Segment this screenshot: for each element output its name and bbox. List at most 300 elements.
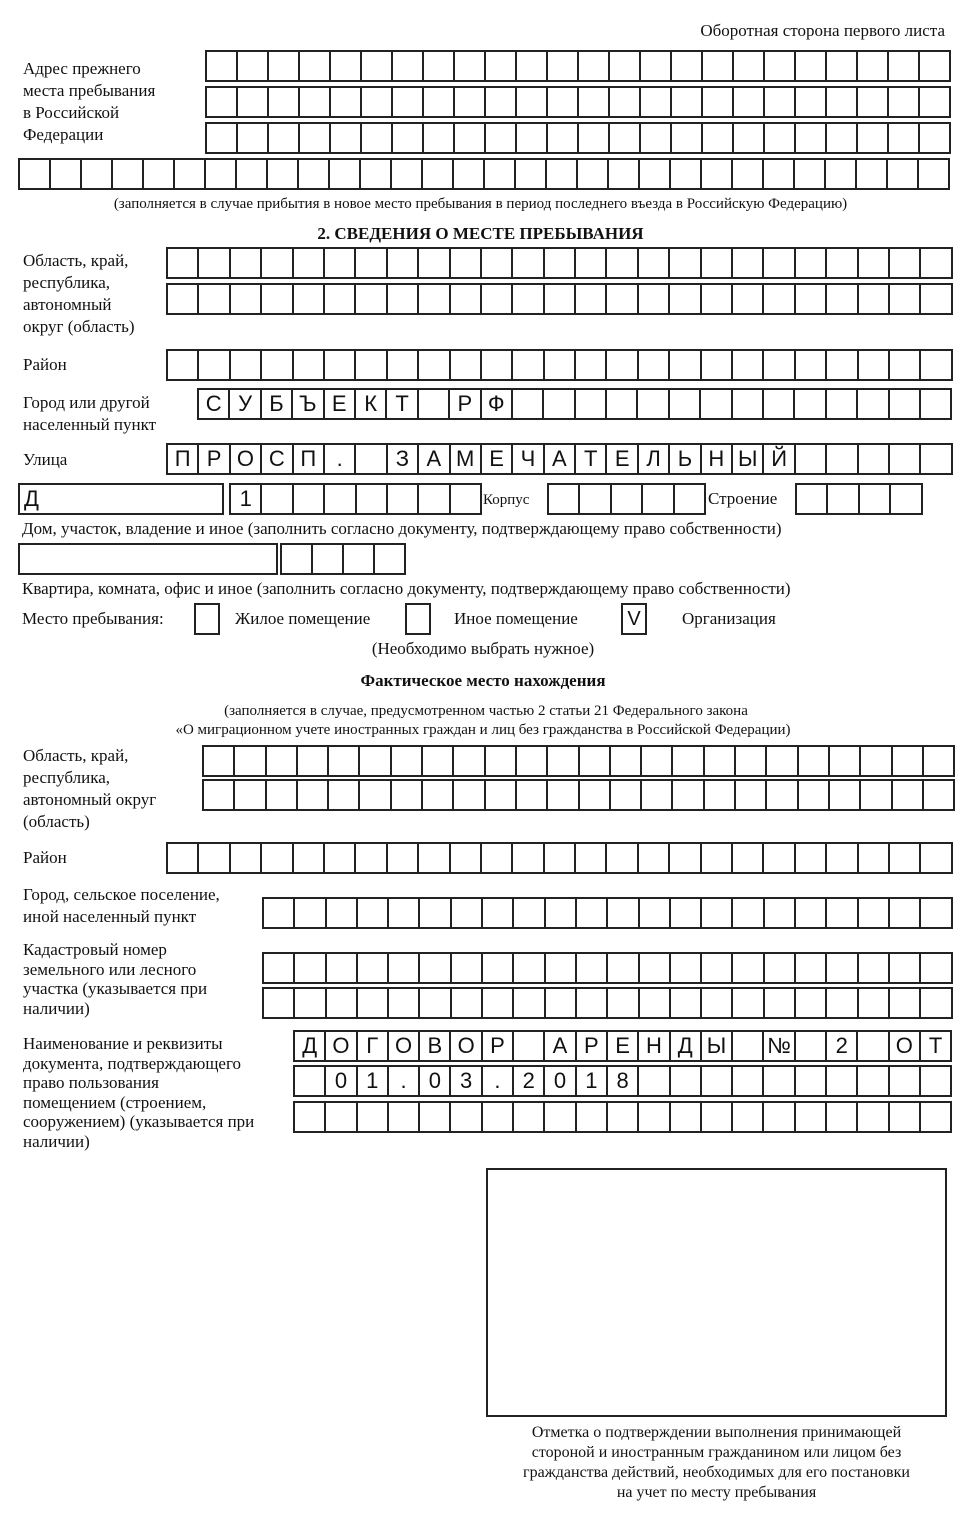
char-cell[interactable] [354,283,387,315]
char-cell[interactable] [731,349,764,381]
char-cell[interactable] [857,283,890,315]
char-cell[interactable] [825,247,858,279]
char-cell[interactable] [417,283,450,315]
char-cell[interactable] [734,745,767,777]
char-cell[interactable] [825,443,858,475]
char-cell[interactable] [669,897,702,929]
char-cell[interactable] [323,247,356,279]
char-cell[interactable] [888,842,921,874]
char-cell[interactable] [481,987,514,1019]
char-cell[interactable] [856,1065,889,1097]
char-cell[interactable] [765,745,798,777]
char-cell[interactable]: Д [669,1030,702,1062]
char-cell[interactable] [888,247,921,279]
char-cell[interactable] [453,86,486,118]
char-cell[interactable] [421,745,454,777]
char-cell[interactable] [265,779,298,811]
char-cell[interactable] [700,349,733,381]
district-row[interactable] [166,349,953,381]
char-cell[interactable] [610,483,643,515]
char-cell[interactable] [574,247,607,279]
char-cell[interactable] [668,388,701,420]
char-cell[interactable] [484,745,517,777]
char-cell[interactable] [794,842,827,874]
char-cell[interactable] [328,158,361,190]
char-cell[interactable] [639,122,672,154]
char-cell[interactable] [262,987,295,1019]
char-cell[interactable] [512,987,545,1019]
char-cell[interactable] [323,483,356,515]
char-cell[interactable] [233,745,266,777]
char-cell[interactable] [387,897,420,929]
char-cell[interactable] [794,122,827,154]
char-cell[interactable] [280,543,313,575]
char-cell[interactable] [293,952,326,984]
char-cell[interactable] [450,952,483,984]
char-cell[interactable] [293,897,326,929]
char-cell[interactable] [609,779,642,811]
char-cell[interactable] [417,388,450,420]
char-cell[interactable] [229,247,262,279]
char-cell[interactable] [825,86,858,118]
char-cell[interactable] [387,1101,420,1133]
char-cell[interactable] [857,897,890,929]
char-cell[interactable] [888,987,921,1019]
char-cell[interactable] [731,897,764,929]
char-cell[interactable] [329,50,362,82]
char-cell[interactable] [699,388,732,420]
char-cell[interactable] [480,349,513,381]
char-cell[interactable] [512,897,545,929]
char-cell[interactable] [236,122,269,154]
char-cell[interactable] [825,1065,858,1097]
char-cell[interactable] [606,897,639,929]
char-cell[interactable] [605,283,638,315]
char-cell[interactable] [356,897,389,929]
char-cell[interactable] [229,283,262,315]
char-cell[interactable] [669,987,702,1019]
char-cell[interactable] [828,745,861,777]
char-cell[interactable] [386,283,419,315]
char-cell[interactable]: Н [700,443,733,475]
char-cell[interactable]: В [418,1030,451,1062]
char-cell[interactable] [606,952,639,984]
char-cell[interactable] [577,50,610,82]
char-cell[interactable]: Р [575,1030,608,1062]
char-cell[interactable] [891,745,924,777]
char-cell[interactable] [668,283,701,315]
char-cell[interactable] [480,842,513,874]
char-cell[interactable] [578,745,611,777]
char-cell[interactable] [762,1065,795,1097]
char-cell[interactable] [205,50,238,82]
char-cell[interactable] [919,952,952,984]
char-cell[interactable] [605,349,638,381]
char-cell[interactable] [701,50,734,82]
char-cell[interactable] [607,158,640,190]
char-cell[interactable] [543,247,576,279]
char-cell[interactable] [546,745,579,777]
char-cell[interactable] [762,388,795,420]
char-cell[interactable]: Й [762,443,795,475]
char-cell[interactable] [546,86,579,118]
char-cell[interactable] [542,388,575,420]
city-row[interactable] [197,388,952,420]
char-cell[interactable] [762,349,795,381]
char-cell[interactable] [700,842,733,874]
char-cell[interactable] [794,1101,827,1133]
char-cell[interactable]: К [354,388,387,420]
char-cell[interactable]: Е [480,443,513,475]
char-cell[interactable] [511,388,544,420]
char-cell[interactable] [856,1101,889,1133]
char-cell[interactable] [700,247,733,279]
char-cell[interactable] [922,779,955,811]
char-cell[interactable] [484,50,517,82]
apartment-type-field[interactable] [18,543,278,575]
char-cell[interactable]: 1 [356,1065,389,1097]
char-cell[interactable]: П [166,443,199,475]
char-cell[interactable] [391,122,424,154]
char-cell[interactable] [919,1065,952,1097]
char-cell[interactable]: Ы [700,1030,733,1062]
char-cell[interactable] [422,50,455,82]
char-cell[interactable] [354,349,387,381]
char-cell[interactable] [888,1065,921,1097]
char-cell[interactable] [828,779,861,811]
char-cell[interactable] [668,842,701,874]
char-cell[interactable] [484,122,517,154]
char-cell[interactable] [826,483,859,515]
char-cell[interactable] [544,987,577,1019]
char-cell[interactable] [825,897,858,929]
street-row[interactable] [166,443,953,475]
char-cell[interactable]: О [387,1030,420,1062]
char-cell[interactable] [731,842,764,874]
char-cell[interactable]: . [387,1065,420,1097]
char-cell[interactable] [919,842,952,874]
char-cell[interactable]: О [449,1030,482,1062]
char-cell[interactable] [797,779,830,811]
char-cell[interactable]: Д [293,1030,326,1062]
char-cell[interactable] [511,247,544,279]
char-cell[interactable]: О [324,1030,357,1062]
char-cell[interactable] [606,987,639,1019]
char-cell[interactable]: С [260,443,293,475]
char-cell[interactable]: Е [605,443,638,475]
char-cell[interactable] [731,952,764,984]
char-cell[interactable] [391,86,424,118]
char-cell[interactable] [919,987,952,1019]
char-cell[interactable] [260,283,293,315]
char-cell[interactable] [292,283,325,315]
char-cell[interactable] [311,543,344,575]
char-cell[interactable]: П [292,443,325,475]
char-cell[interactable] [173,158,206,190]
char-cell[interactable] [637,1101,670,1133]
char-cell[interactable] [296,745,329,777]
char-cell[interactable]: Т [919,1030,952,1062]
char-cell[interactable] [391,50,424,82]
char-cell[interactable] [481,1101,514,1133]
char-cell[interactable] [418,1101,451,1133]
char-cell[interactable] [267,86,300,118]
char-cell[interactable] [387,952,420,984]
char-cell[interactable] [857,443,890,475]
char-cell[interactable] [669,158,702,190]
char-cell[interactable] [298,50,331,82]
char-cell[interactable] [452,745,485,777]
document-row-1[interactable] [293,1030,952,1062]
char-cell[interactable] [669,1065,702,1097]
char-cell[interactable] [484,779,517,811]
char-cell[interactable] [202,745,235,777]
char-cell[interactable] [297,158,330,190]
char-cell[interactable]: С [197,388,230,420]
char-cell[interactable] [918,122,951,154]
char-cell[interactable]: 8 [606,1065,639,1097]
char-cell[interactable] [701,122,734,154]
char-cell[interactable] [453,122,486,154]
cadastral-row-2[interactable] [262,987,953,1019]
char-cell[interactable] [355,483,388,515]
char-cell[interactable] [731,987,764,1019]
actual-district-row[interactable] [166,842,953,874]
char-cell[interactable] [449,283,482,315]
char-cell[interactable] [449,1101,482,1133]
char-cell[interactable] [260,842,293,874]
char-cell[interactable] [293,987,326,1019]
char-cell[interactable] [260,349,293,381]
char-cell[interactable] [858,483,891,515]
char-cell[interactable] [703,779,736,811]
char-cell[interactable] [732,122,765,154]
char-cell[interactable]: Ч [511,443,544,475]
char-cell[interactable] [546,50,579,82]
char-cell[interactable] [386,483,419,515]
char-cell[interactable] [825,50,858,82]
char-cell[interactable] [793,158,826,190]
char-cell[interactable] [640,745,673,777]
char-cell[interactable] [484,86,517,118]
char-cell[interactable] [671,779,704,811]
char-cell[interactable] [233,779,266,811]
char-cell[interactable] [452,779,485,811]
char-cell[interactable] [888,349,921,381]
region-row-1[interactable] [166,247,953,279]
char-cell[interactable] [670,86,703,118]
char-cell[interactable] [637,842,670,874]
char-cell[interactable] [545,158,578,190]
char-cell[interactable] [856,1030,889,1062]
char-cell[interactable]: 0 [543,1065,576,1097]
char-cell[interactable] [919,283,952,315]
char-cell[interactable] [360,50,393,82]
char-cell[interactable] [235,158,268,190]
char-cell[interactable]: № [762,1030,795,1062]
char-cell[interactable] [327,779,360,811]
document-row-3[interactable] [293,1101,952,1133]
char-cell[interactable] [670,122,703,154]
char-cell[interactable] [731,388,764,420]
char-cell[interactable] [386,842,419,874]
house-type-field[interactable]: Д [18,483,224,515]
char-cell[interactable] [794,1030,827,1062]
char-cell[interactable] [762,283,795,315]
char-cell[interactable] [700,1101,733,1133]
organization-checkbox[interactable]: V [621,603,647,635]
korpus-row[interactable] [547,483,706,515]
char-cell[interactable] [637,283,670,315]
char-cell[interactable]: А [543,443,576,475]
actual-city-row[interactable] [262,897,953,929]
char-cell[interactable] [763,86,796,118]
char-cell[interactable] [481,952,514,984]
char-cell[interactable]: 1 [575,1065,608,1097]
char-cell[interactable] [825,349,858,381]
char-cell[interactable] [856,122,889,154]
char-cell[interactable]: 2 [825,1030,858,1062]
char-cell[interactable] [323,283,356,315]
char-cell[interactable] [292,483,325,515]
char-cell[interactable] [794,349,827,381]
char-cell[interactable] [637,349,670,381]
char-cell[interactable] [296,779,329,811]
char-cell[interactable] [360,86,393,118]
char-cell[interactable] [638,897,671,929]
char-cell[interactable]: О [888,1030,921,1062]
char-cell[interactable] [329,122,362,154]
char-cell[interactable] [825,1101,858,1133]
char-cell[interactable] [267,122,300,154]
char-cell[interactable]: Е [606,1030,639,1062]
char-cell[interactable] [918,50,951,82]
char-cell[interactable]: Т [385,388,418,420]
char-cell[interactable] [857,842,890,874]
char-cell[interactable] [544,897,577,929]
char-cell[interactable] [795,483,828,515]
char-cell[interactable] [794,50,827,82]
char-cell[interactable] [574,842,607,874]
char-cell[interactable] [390,158,423,190]
char-cell[interactable] [574,283,607,315]
char-cell[interactable] [703,745,736,777]
char-cell[interactable] [197,247,230,279]
char-cell[interactable] [574,349,607,381]
char-cell[interactable] [919,349,952,381]
char-cell[interactable] [515,745,548,777]
char-cell[interactable] [483,158,516,190]
char-cell[interactable] [794,987,827,1019]
char-cell[interactable] [266,158,299,190]
char-cell[interactable] [80,158,113,190]
char-cell[interactable] [417,247,450,279]
char-cell[interactable] [236,86,269,118]
char-cell[interactable] [825,283,858,315]
char-cell[interactable]: Р [481,1030,514,1062]
char-cell[interactable] [515,122,548,154]
char-cell[interactable] [421,158,454,190]
char-cell[interactable] [891,779,924,811]
char-cell[interactable] [421,779,454,811]
char-cell[interactable] [360,122,393,154]
char-cell[interactable] [731,247,764,279]
char-cell[interactable]: Ы [731,443,764,475]
char-cell[interactable] [575,987,608,1019]
char-cell[interactable] [386,247,419,279]
char-cell[interactable] [671,745,704,777]
char-cell[interactable] [576,158,609,190]
other-premises-checkbox[interactable] [405,603,431,635]
char-cell[interactable] [577,86,610,118]
char-cell[interactable] [386,349,419,381]
char-cell[interactable] [422,122,455,154]
char-cell[interactable] [204,158,237,190]
living-premises-checkbox[interactable] [194,603,220,635]
char-cell[interactable] [292,842,325,874]
char-cell[interactable] [515,86,548,118]
char-cell[interactable] [452,158,485,190]
char-cell[interactable] [794,952,827,984]
char-cell[interactable] [762,158,795,190]
char-cell[interactable] [856,50,889,82]
char-cell[interactable]: Б [260,388,293,420]
char-cell[interactable]: Р [448,388,481,420]
char-cell[interactable] [887,86,920,118]
document-row-2[interactable] [293,1065,952,1097]
char-cell[interactable] [575,1101,608,1133]
char-cell[interactable] [856,388,889,420]
char-cell[interactable] [888,443,921,475]
char-cell[interactable] [390,745,423,777]
char-cell[interactable]: Л [637,443,670,475]
char-cell[interactable] [544,952,577,984]
char-cell[interactable] [480,283,513,315]
char-cell[interactable]: . [323,443,356,475]
char-cell[interactable] [327,745,360,777]
cadastral-row-1[interactable] [262,952,953,984]
char-cell[interactable] [260,483,293,515]
char-cell[interactable] [857,987,890,1019]
char-cell[interactable] [918,86,951,118]
char-cell[interactable] [638,987,671,1019]
char-cell[interactable] [417,842,450,874]
char-cell[interactable] [323,842,356,874]
char-cell[interactable] [515,779,548,811]
char-cell[interactable] [825,842,858,874]
char-cell[interactable] [546,122,579,154]
char-cell[interactable]: Т [574,443,607,475]
char-cell[interactable] [512,952,545,984]
char-cell[interactable] [449,842,482,874]
char-cell[interactable] [608,50,641,82]
char-cell[interactable] [578,483,611,515]
char-cell[interactable] [293,1065,326,1097]
char-cell[interactable] [763,952,796,984]
char-cell[interactable] [354,842,387,874]
char-cell[interactable] [919,443,952,475]
char-cell[interactable] [356,987,389,1019]
char-cell[interactable] [543,283,576,315]
char-cell[interactable] [229,349,262,381]
char-cell[interactable] [449,349,482,381]
char-cell[interactable] [887,122,920,154]
char-cell[interactable] [763,122,796,154]
char-cell[interactable] [575,952,608,984]
char-cell[interactable]: . [481,1065,514,1097]
char-cell[interactable]: У [228,388,261,420]
char-cell[interactable]: 3 [449,1065,482,1097]
